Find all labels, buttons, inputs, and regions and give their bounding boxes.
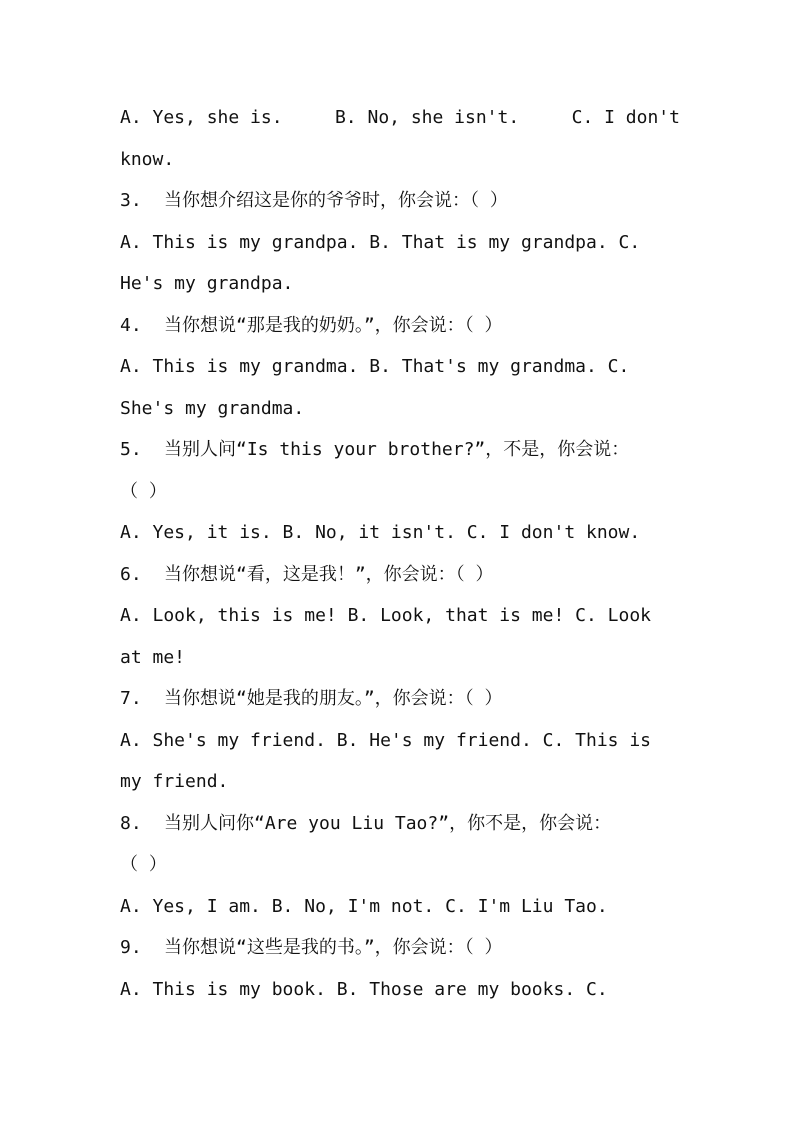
question-number: 7. [120,688,142,709]
option-a: A. Yes, she is. [120,107,283,128]
answer-options-q8: A. Yes, I am. B. No, I'm not. C. I'm Liu Tao. [120,895,608,917]
answer-bracket: （ ） [120,854,167,875]
answer-options-q3: A. This is my grandpa. B. That is my grandpa. C. [120,231,641,253]
answer-options-q6: A. Look, this is me! B. Look, that is me! C. Look [120,605,652,626]
question-text: 当别人问“Is this your brother?”，不是，你会说： [164,439,630,460]
question-text: 当你想说“这些是我的书。”，你会说：（ ） [164,937,503,958]
question-6 [120,554,680,596]
question-4 [120,305,680,347]
answer-options-continued: She's my grandma. [120,397,305,419]
question-number: 6. [120,563,142,585]
question-text: 当别人问你“Are you Liu Tao?”，你不是，你会说： [164,812,612,834]
question-list [120,97,680,1010]
question-number: 3. [120,190,142,211]
answer-options-continued: know. [120,148,175,170]
question-text: 当你想说“她是我的朋友。”，你会说：（ ） [164,688,503,709]
question-number: 5. [120,439,142,460]
question-8 [120,803,680,845]
answer-options-continued: at me! [120,646,186,668]
answer-options-q2 [120,97,680,139]
question-text: 当你想说“看，这是我！”，你会说：（ ） [164,563,494,585]
question-5 [120,429,680,471]
question-number: 9. [120,937,142,958]
question-number: 8. [120,812,142,834]
answer-options-q5: A. Yes, it is. B. No, it isn't. C. I don't know. [120,522,641,543]
answer-options-continued: He's my grandpa. [120,273,294,294]
question-9 [120,927,680,969]
answer-options-q7: A. She's my friend. B. He's my friend. C. This is [120,729,652,751]
question-3 [120,180,680,222]
answer-options-q4: A. This is my grandma. B. That's my grandma. C. [120,356,630,377]
option-c: C. I don't [571,107,680,128]
answer-bracket: （ ） [120,480,167,502]
question-text: 当你想介绍这是你的爷爷时，你会说：（ ） [164,190,508,211]
question-7 [120,678,680,720]
answer-options-continued: my friend. [120,771,229,792]
answer-options-q9: A. This is my book. B. Those are my books. C. [120,978,608,1000]
question-text: 当你想说“那是我的奶奶。”，你会说：（ ） [164,314,503,336]
question-number: 4. [120,314,142,336]
option-b: B. No, she isn't. [334,107,520,128]
